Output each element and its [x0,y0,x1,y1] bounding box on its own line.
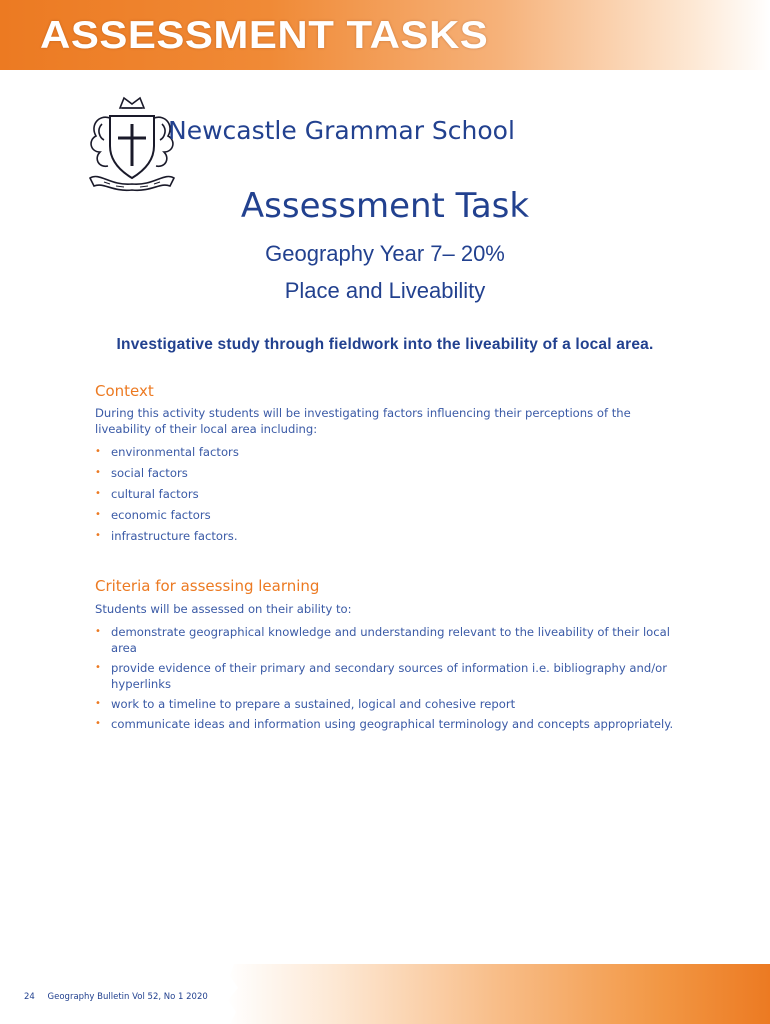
topic-subtitle: Place and Liveability [284,278,486,303]
criteria-text: Students will be assessed on their ability to: [95,602,352,616]
list-item: • work to a timeline to prepare a sustained, logical and cohesive report [95,696,675,712]
list-item: • communicate ideas and information using geographical terminology and concepts appropriately. [95,716,675,732]
subject-subtitle: Geography Year 7– 20% [265,241,505,266]
criteria-list [95,624,675,736]
list-item: • infrastructure factors. [95,528,675,544]
section-header-title: ASSESSMENT TASKS [40,13,489,57]
list-item: • environmental factors [95,444,675,460]
school-crest-icon [80,94,184,196]
publication-name: Geography Bulletin Vol 52, No 1 2020 [47,992,208,1002]
footer-band [226,964,770,1024]
footer [24,992,208,1002]
list-item: • cultural factors [95,486,675,502]
list-item: • demonstrate geographical knowledge and understanding relevant to the liveability of their local area [95,624,675,656]
page-title: Assessment Task [240,186,530,226]
intro-statement: Investigative study through fieldwork into the liveability of a local area. [116,336,654,353]
list-item: • economic factors [95,507,675,523]
list-item: • provide evidence of their primary and secondary sources of information i.e. bibliography and/or hyperlinks [95,660,675,692]
school-name: Newcastle Grammar School [168,116,515,145]
context-heading: Context [95,382,154,400]
page-number: 24 [24,992,35,1002]
list-item: • social factors [95,465,675,481]
criteria-heading: Criteria for assessing learning [95,577,320,595]
context-list [95,444,675,549]
context-text: During this activity students will be investigating factors influencing their perceptions of the liveability of their local area including: [95,406,631,436]
